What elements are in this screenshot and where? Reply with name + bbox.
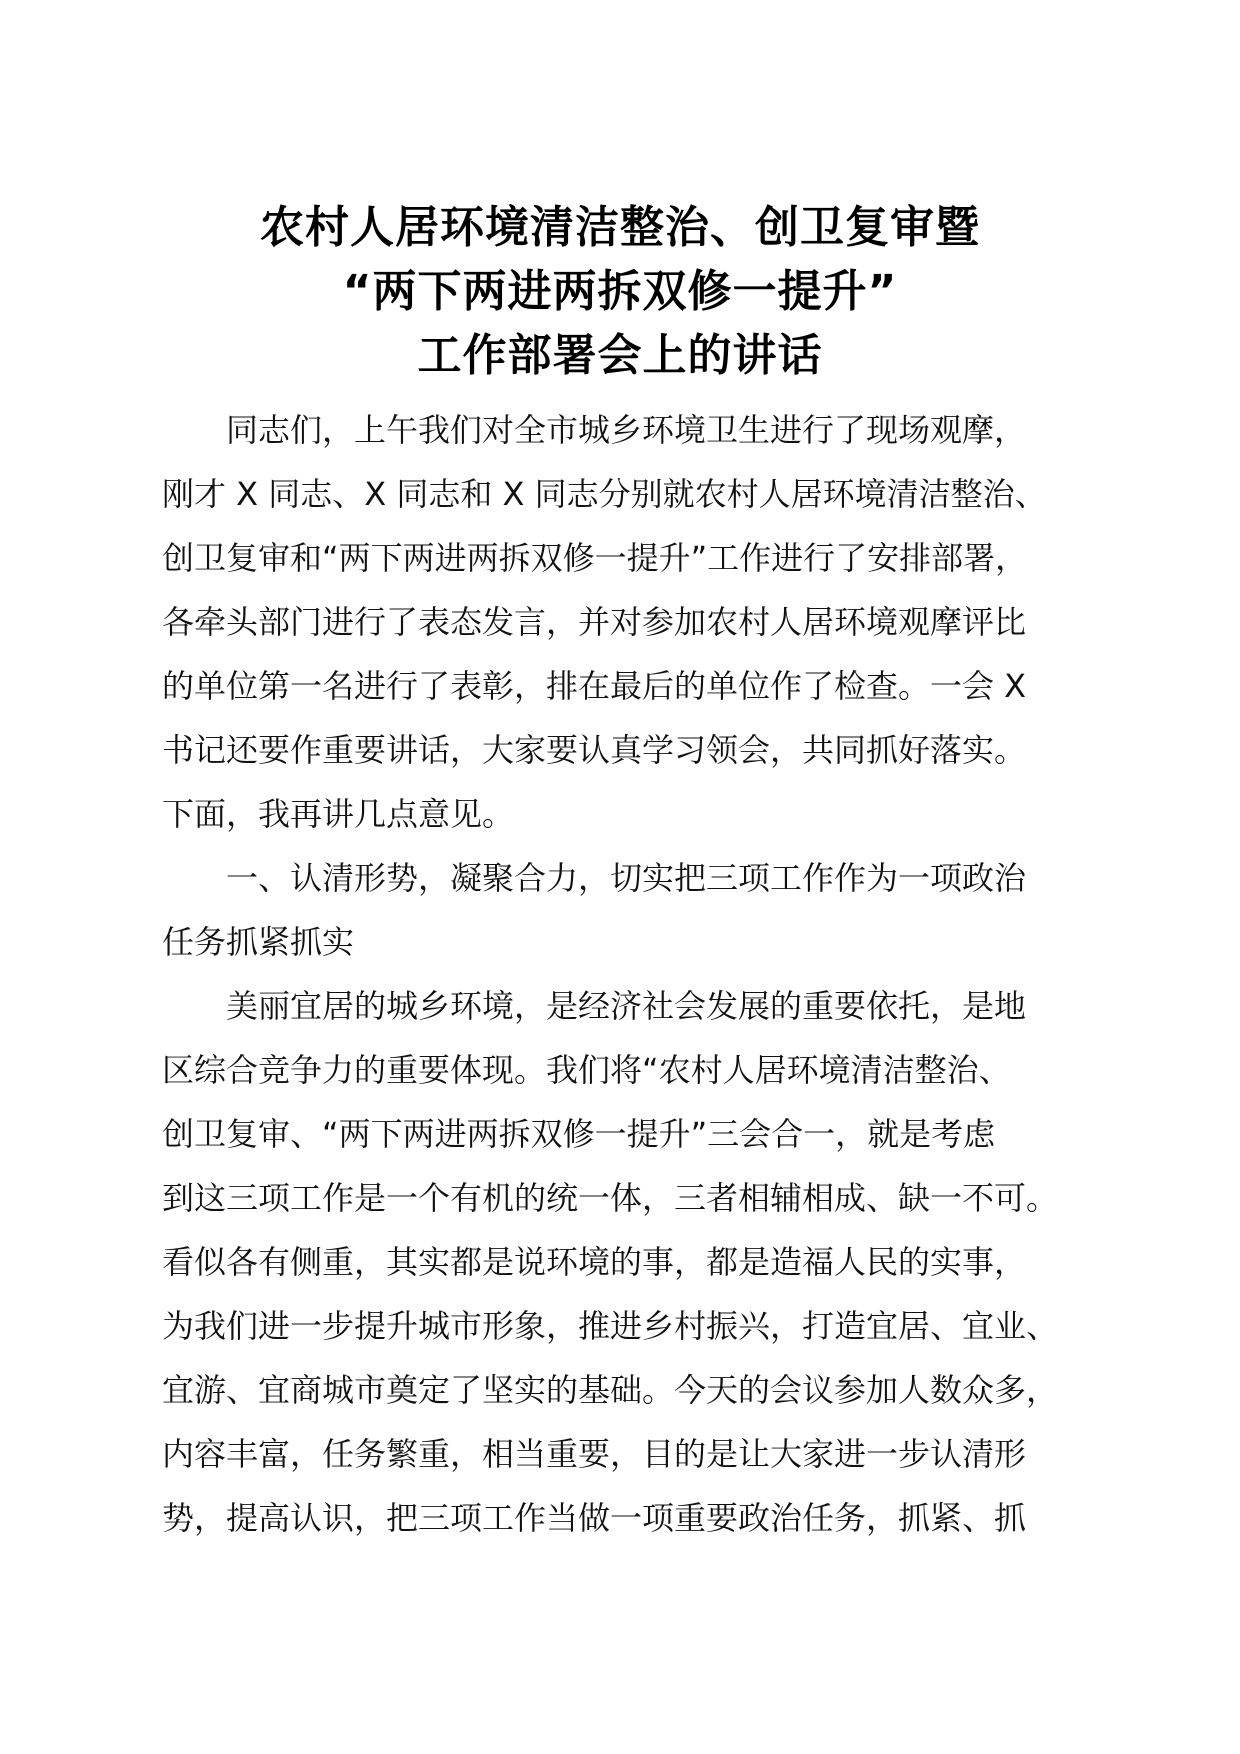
document-body <box>162 398 1092 1550</box>
document-title <box>0 196 1240 388</box>
paragraph-1-line-4: 各牵头部门进行了表态发言，并对参加农村人居环境观摩评比 <box>162 603 1027 641</box>
paragraph-2-line-5: 看似各有侧重，其实都是说环境的事，都是造福人民的实事， <box>162 1243 1027 1281</box>
paragraph-1-line-5: 的单位第一名进行了表彰，排在最后的单位作了检查。一会 X <box>162 667 1027 705</box>
paragraph-2-line-4: 到这三项工作是一个有机的统一体，三者相辅相成、缺一不可。 <box>162 1179 1059 1217</box>
paragraph-2-line-8: 内容丰富，任务繁重，相当重要，目的是让大家进一步认清形 <box>162 1435 1027 1473</box>
paragraph-1-line-2: 刚才 X 同志、X 同志和 X 同志分别就农村人居环境清洁整治、 <box>162 475 1047 513</box>
paragraph-2-line-2: 区综合竞争力的重要体现。我们将“农村人居环境清洁整治、 <box>162 1051 1011 1089</box>
title-line-3: 工作部署会上的讲话 <box>417 330 823 381</box>
paragraph-1-line-7: 下面，我再讲几点意见。 <box>162 795 515 833</box>
paragraph-2-line-3: 创卫复审、“两下两进两拆双修一提升”三会合一，就是考虑 <box>162 1115 996 1153</box>
paragraph-2-line-6: 为我们进一步提升城市形象，推进乡村振兴，打造宜居、宜业、 <box>162 1307 1059 1345</box>
paragraph-1-line-3: 创卫复审和“两下两进两拆双修一提升”工作进行了安排部署， <box>162 539 1028 577</box>
paragraph-2-line-9: 势，提高认识，把三项工作当做一项重要政治任务，抓紧、抓 <box>162 1499 1027 1537</box>
title-line-1: 农村人居环境清洁整治、创卫复审暨 <box>260 202 980 253</box>
paragraph-1-line-6: 书记还要作重要讲话，大家要认真学习领会，共同抓好落实。 <box>162 731 1027 769</box>
paragraph-2-line-7: 宜游、宜商城市奠定了坚实的基础。今天的会议参加人数众多， <box>162 1371 1059 1409</box>
section-heading-line-2: 任务抓紧抓实 <box>162 923 355 961</box>
paragraph-1-line-1: 同志们，上午我们对全市城乡环境卫生进行了现场观摩， <box>226 411 1027 449</box>
section-heading-line-1: 一、认清形势，凝聚合力，切实把三项工作作为一项政治 <box>226 859 1027 897</box>
title-line-2: “两下两进两拆双修一提升” <box>342 266 898 317</box>
paragraph-2-line-1: 美丽宜居的城乡环境，是经济社会发展的重要依托，是地 <box>226 987 1027 1025</box>
